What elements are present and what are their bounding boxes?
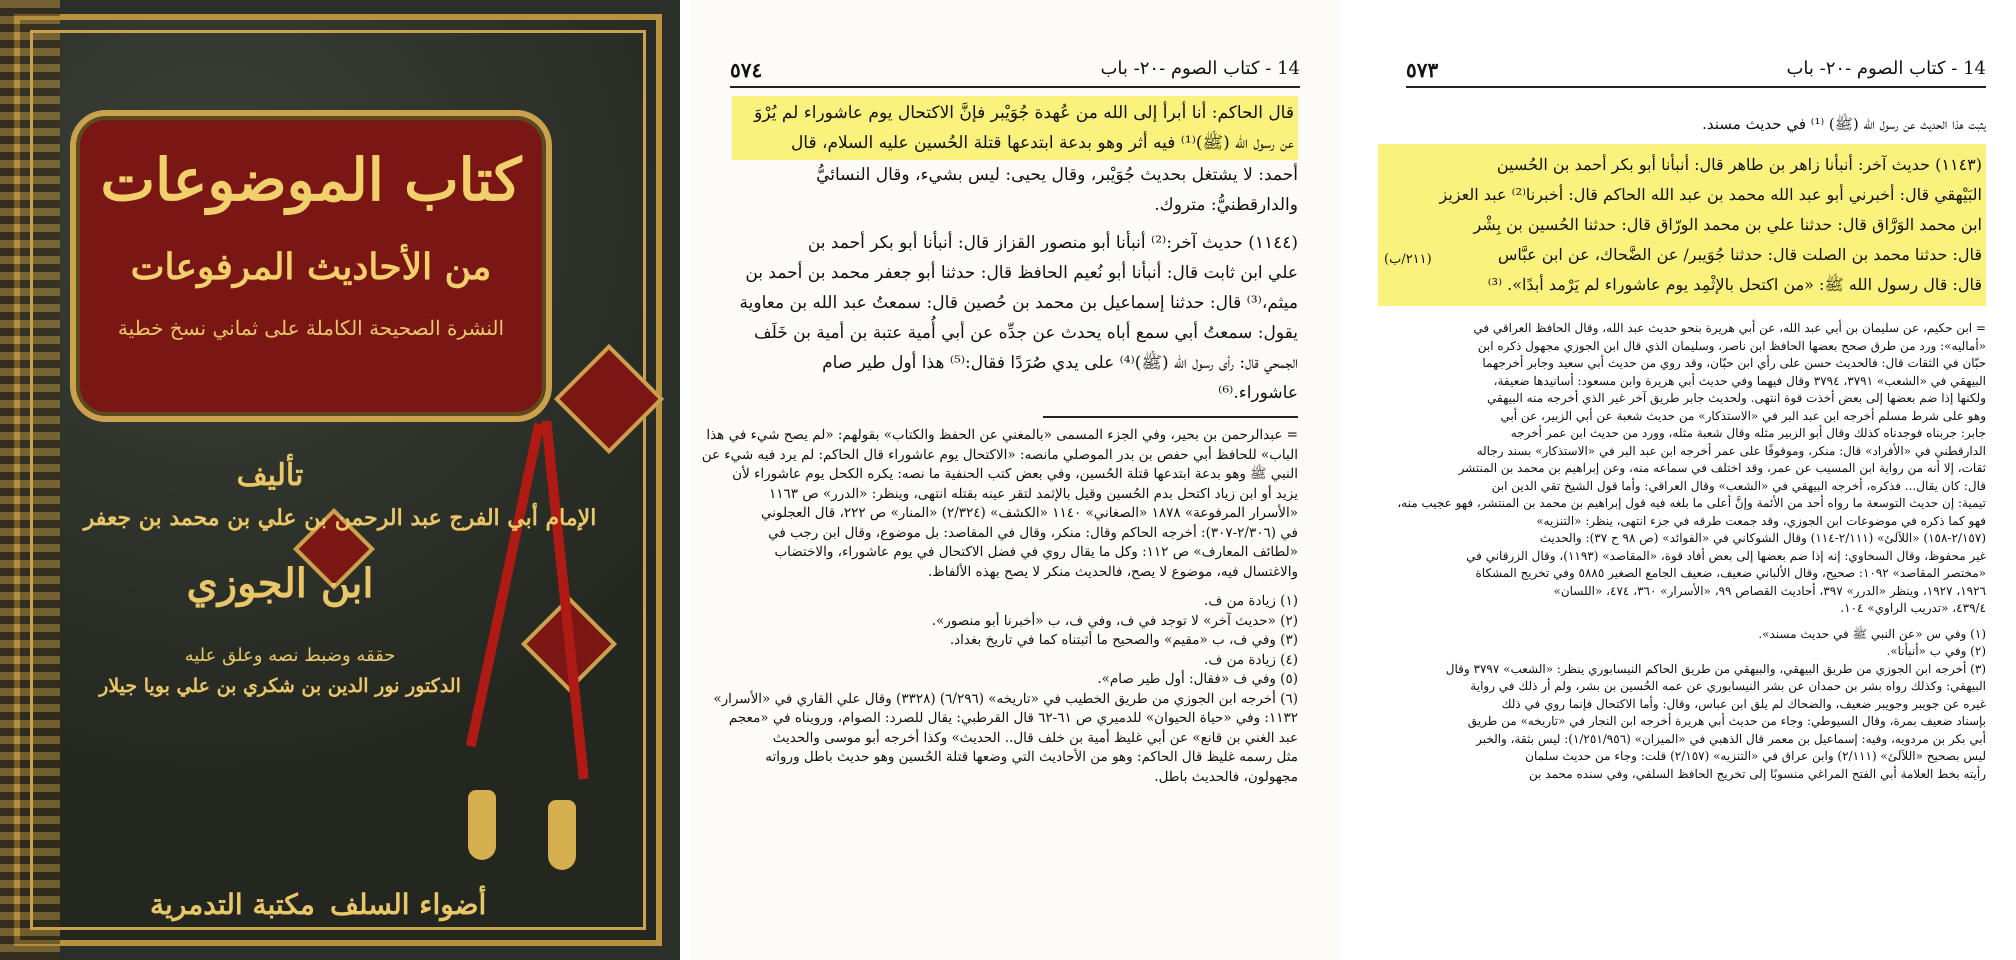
editor-label: حققه وضبط نصه وعلق عليه <box>184 645 396 666</box>
text-line: علي ابن ثابت قال: أنبأنا أبو نُعيم الحافظ قال: حدثنا أبو جعفر محمد بن أحمد بن <box>745 263 1298 283</box>
text-line: عن رسول الله (ﷺ)⁽¹⁾ فيه أثر وهو بدعة ابتدعها قتلة الحُسين عليه السلام، قال <box>790 133 1294 153</box>
footnote-line: في (٢/٣٠٦-٣٠٧): أخرجه الحاكم وقال: منكر، وقال في المقاصد: بل موضوع، وقال ابن رجب في <box>768 524 1298 541</box>
running-header: 14 - كتاب الصوم -٢٠- باب <box>1100 58 1300 79</box>
footnote-line: غير محفوظ، وقال السخاوي: إنه إذا ضم بعضها إلى بعض أفاد قوة، «المقاصد» (١١٩٣)، وقال الزرقاني في <box>1466 548 1986 563</box>
footnote-line: عبد الغني بن قانع» عن أبي غليظ أمية بن خلف قال.. الحديث» وكذا أخرجه أبو موسى والحديث <box>772 729 1298 746</box>
text-line: يقول: سمعتُ أبي سمع أباه يحدث عن جدِّه عن أبي أُمية عتبة بن أمية بن خَلَف <box>753 323 1298 343</box>
page-573 <box>1350 0 2016 960</box>
footnote-line: (٣) وفي ف، ب «مقيم» والصحيح ما أثبتناه كما في تاريخ بغداد. <box>949 632 1298 648</box>
text-line: (١١٤٣) حديث آخر: أنبأنا زاهر بن طاهر قال: أنبأنا أبو بكر أحمد بن الحُسين <box>1496 155 1982 174</box>
footnote-divider <box>1043 416 1298 418</box>
main-text <box>701 96 1298 787</box>
text-line: قال الحاكم: أنا أبرأ إلى الله من عُهدة جُوَيْبر فإنَّ الاكتحال يوم عاشوراء لم يُرْوَ <box>754 103 1294 123</box>
highlighted-passage <box>732 96 1298 160</box>
footnote-line: (١) وفي س «عن النبي ﷺ في حديث مسند». <box>1758 626 1986 641</box>
footnote-line: (٥) وفي ف «فقال: أول طير صام». <box>1097 671 1298 687</box>
text-line: ابن محمد الوَرَّاق قال: حدثنا علي بن محمد الورّاق قال: حدثنا الحُسين بن بِشْر <box>1473 215 1982 234</box>
footnote-line: «مختصر المقاصد» ١٠٩٢: صحيح، وقال الألباني ضعيف، ضعيف الجامع الصغير ٥٨٨٥ وفي تخريج المشكاة <box>1475 566 1986 580</box>
footnote-line: ثقات، إلا أنه من رواية ابن المسيب عن عمر، وقد اختلف في سماعه منه، وعن إبراهيم بن محمد بن المنتشر <box>1458 461 1986 475</box>
footnote-line: بإسناد ضعيف بمرة، وقال السيوطي: وجاء من حديث أبي هريرة أخرجه ابن النجار في «تاريخه» من طريق <box>1467 714 1986 728</box>
margin-note: (٢١١/ب) <box>1384 252 1432 267</box>
footnote-line: الباب» للحافظ أبي حفص بن بدر الموصلي مانصه: «الاكتحال يوم عاشوراء قال الحاكم: لم يرد فيه شيء عن <box>701 446 1298 463</box>
book-cover <box>0 0 680 960</box>
footnote-line: الدارقطني في «الأفراد» قال: منكر، وموقوفًا على عمر أخرجه ابن عبد البر في «الاستذكار» بسند رجاله <box>1476 443 1986 458</box>
footnote-line: (٢) «حديث آخر» لا توجد في ف، وفي ف، ب «أخبرنا أبو منصور». <box>931 612 1298 629</box>
author-name: ابن الجوزي <box>186 560 374 607</box>
main-text <box>1378 112 1986 783</box>
cover-title: كتاب الموضوعات <box>100 146 522 214</box>
intro-line: يثبت هذا الحديث عن رسول الله (ﷺ) ⁽¹⁾ في حديث مسند. <box>1702 115 1986 133</box>
highlighted-passage <box>1378 144 1986 306</box>
footnote-line: البيهقي: وكذلك رواه بشر بن حمدان عن بشر النيسابوري عن عمه الحُسين بن بشر، ولم أر ذلك في رواية <box>1470 679 1986 693</box>
author-line: الإمام أبي الفرج عبد الرحمن بن علي بن محمد بن جعفر <box>83 505 597 531</box>
footnotes <box>1378 626 1986 784</box>
footnote-line: (٦) أخرجه ابن الجوزي من طريق الخطيب في «تاريخه» (٦/٢٩٦) (٣٣٢٨) وقال علي القاري في «الأسرار» <box>713 690 1298 707</box>
text-line: الجمحي قال: رأى رسول الله (ﷺ)⁽⁴⁾ على يدي صُرَدًا فقال:⁽⁵⁾ هذا أول طير صام <box>822 353 1298 373</box>
footnote-line: مثل رسمه غليظ قال الحاكم: وهو من الأحاديث التي وضعها قتلة الحُسين وهو حديث باطل ورواته <box>765 749 1298 765</box>
footnote-line: تيمية: إن حديث التوسعة ما رواه أحد من الأئمة وإنَّ أعلى ما بلغه فيه قول إبراهيم بن محمد بن المنتشر، فهو عجيب منه، <box>1397 496 1986 510</box>
footnote-line: «أماليه»: ورد من طرق صحح بعضها الحافظ ابن ناصر، وسليمان الذي قال ابن الجوزي مجهول ذكره ابن <box>1477 338 1986 353</box>
footnote-line: «الأسرار المرفوعة» ١٨٧٨ «الصغاني» ١١٤٠ «الكشف» (٢/٣٢٤) «المنار» ص ٢٢٢، قال العجلوني <box>760 505 1298 521</box>
footnote-line: رأيته بخط العلامة أبي الفتح المراغي منسوبًا إلى تخريج الحافظ السلفي، وفي سنده محمد بن <box>1528 766 1986 781</box>
page-number: ٥٧٣ <box>1406 58 1439 82</box>
footnotes-continued <box>701 426 1298 582</box>
footnotes <box>713 592 1298 787</box>
text-line: قال: قال رسول الله ﷺ: «من اكتحل بالإثْمِد يوم عاشوراء لم يَرْمد أبدًا». ⁽³⁾ <box>1487 275 1982 294</box>
footnote-line: البيهقي في «الشعب» ٣٧٩١، ٣٧٩٤ وقال فيهما وفي حديث أبي هريرة وابن مسعود: أسانيدها ضعيفة، <box>1493 373 1986 388</box>
page-574 <box>690 0 1340 960</box>
tassel-icon <box>548 800 576 870</box>
footnote-line: ١٩٢٦، ١٩٢٧، وينظر «الدرر» ٣٩٧، أحاديث القصاص ٩٩، «الأسرار» ٣٦٠، ٤٧٤، «اللسان» <box>1553 583 1986 598</box>
tassel-icon <box>468 790 496 860</box>
footnote-line: = عبدالرحمن بن بحير، وفي الجزء المسمى «بالمغني عن الحفظ والكتاب» بقولهم: «لم يصح شيء في هذا <box>706 427 1298 443</box>
footnote-line: قال: كان يقال... فذكره، أخرجه البيهقي في «الشعب» وقال العراقي: وأما قول الشيخ تقي الدين ابن <box>1491 478 1986 493</box>
footnote-line: «لطائف المعارف» ص ١١٢: وكل ما يقال روي في فضل الاكتحال في يوم عاشوراء، والاختضاب <box>774 544 1298 560</box>
publisher-right: مكتبة التدمرية <box>150 888 315 921</box>
footnote-line: = ابن حكيم، عن سليمان بن أبي عبد الله، عن أبي هريرة بنحو حديث عبد الله، وقال الحافظ العراقي في <box>1473 321 1986 335</box>
running-header: 14 - كتاب الصوم -٢٠- باب <box>1786 58 1986 79</box>
text-line: (١١٤٤) حديث آخر:⁽²⁾ أنبأنا أبو منصور القزاز قال: أنبأنا أبو بكر أحمد بن <box>807 233 1298 253</box>
text-line: عاشوراء.⁽⁶⁾ <box>1218 383 1298 403</box>
footnote-line: فهو كما ذكره في موضوعات ابن الجوزي، وقد جمعت طرقه في جزء انتهى، ينظر: «التنزيه» <box>1536 513 1986 528</box>
text-line: والدارقطنيُّ: متروك. <box>1154 195 1298 215</box>
footnote-line: (٢/١٥٧-١٥٨) «اللآلئ» (٢/١١١-١١٤) وقال الشوكاني في «الفوائد» (ص ٩٨ ح ٣٧): والحديث <box>1539 531 1986 545</box>
footnote-line: والاغتسال فيه، موضوع لا يصح، فالحديث منكر لا يصح بهذه الألفاظ. <box>927 563 1298 580</box>
cover-edition-note: النشرة الصحيحة الكاملة على ثماني نسخ خطية <box>117 316 505 340</box>
text-line: أحمد: لا يشتغل بحديث جُوَيْبر، وقال يحيى: ليس بشيء، وقال النسائيُّ <box>816 165 1298 185</box>
publisher-left: أضواء السلف <box>330 888 487 921</box>
footnote-line: ليس بصحيح «اللآلئ» (٢/١١١) وابن عراق في «التنزيه» (٢/١٥٧) قلت: وجاء من حديث سلمان <box>1525 749 1986 763</box>
footnote-line: حبّان في الثقات قال: فالحديث حسن على رأي ابن حبّان، وقد روي من حديث أبي سعيد وجابر أخرجهما <box>1482 356 1986 370</box>
text-line: قال: حدثنا محمد بن الصلت قال: حدثنا جُوَيبر/ عن الضَّحاك، عن ابن عبَّاس <box>1497 245 1982 264</box>
cover-title-panel <box>70 110 552 422</box>
footnote-line: ١١٣٢: وفي «حياة الحيوان» للدميري ص ٦١-٦٢ قال القرطبي: يقال للصرد: الصوام، ورويناه في «معجم <box>728 710 1298 726</box>
footnote-line: أبي بكر بن مردويه، وفيه: إسماعيل بن معمر قال الذهبي في «الميزان» (١/٢٥١/٩٥٦): ليس بثقة، والخبر <box>1476 731 1986 746</box>
text-line: البَيْهقي قال: أخبرني أبو عبد الله محمد بن عبد الله الحاكم قال: أخبرنا⁽²⁾ عبد العزيز <box>1439 185 1982 204</box>
footnote-line: وهو على شرط مسلم أخرجه ابن عبد البر في «الاستذكار» من حديث شعبة عن أبي الزبير، عن أبي <box>1500 408 1986 423</box>
footnotes-continued <box>1378 320 1986 618</box>
footnote-line: جابر: جربناه فوجدناه كذلك وقال أبو الزبير مثله وقال شعبة مثله، وورد من حديث ابن عمر أخرجه <box>1510 426 1986 440</box>
footnote-line: ٤٣٩/٤، «تدريب الراوي» ١٠٤. <box>1840 601 1986 615</box>
footnote-line: يزيد أو ابن زياد اكتحل بدم الحُسين وقيل بالإثمد لتقر عينه بقتله انتهى، وينظر: «الدرر» ص ١١٦٣ <box>769 485 1298 502</box>
footnote-line: (٤) زيادة من ف. <box>1204 651 1298 668</box>
editor-name: الدكتور نور الدين بن شكري بن علي بويا جيلار <box>99 675 461 697</box>
page-header <box>730 58 1300 88</box>
cover-subtitle: من الأحاديث المرفوعات <box>130 246 492 288</box>
page-header <box>1406 58 1986 88</box>
footnote-line: (٣) أخرجه ابن الجوزي من طريق البيهقي، والبيهقي من طريق الحاكم النيسابوري ينظر: «الشعب» ٣٧٩٧ وقال <box>1445 661 1986 676</box>
footnote-line: (٢) وفي ب «أنبأنا». <box>1886 644 1986 658</box>
text-line: ميثم،⁽³⁾ قال: حدثنا إسماعيل بن محمد بن حُصين قال: سمعتُ عبد الله بن معاوية <box>739 293 1298 313</box>
footnote-line: (١) زيادة من ف. <box>1204 593 1298 609</box>
footnote-line: ولكنها إذا ضم بعضها إلى بعض أخذت قوة انتهى. ولحديث جابر طريق آخر غير الذي أخرجه منه البيهقي <box>1487 391 1986 405</box>
page-number: ٥٧٤ <box>730 58 763 82</box>
footnote-line: النبي ﷺ وهو بدعة ابتدعها قتلة الحُسين، وفي بعض كتب الحنفية ما نصه: يكره الكحل يوم عاشوراء لأن <box>732 466 1298 482</box>
author-label: تأليف <box>236 458 304 493</box>
footnote-line: مجهولون، فالحديث باطل. <box>1154 768 1298 785</box>
footnote-line: غيره عن جويبر وجويبر ضعيف، والضحاك لم يلق ابن عباس، وقال: وأما الاكتحال فإنما روي في ذلك <box>1501 696 1986 711</box>
